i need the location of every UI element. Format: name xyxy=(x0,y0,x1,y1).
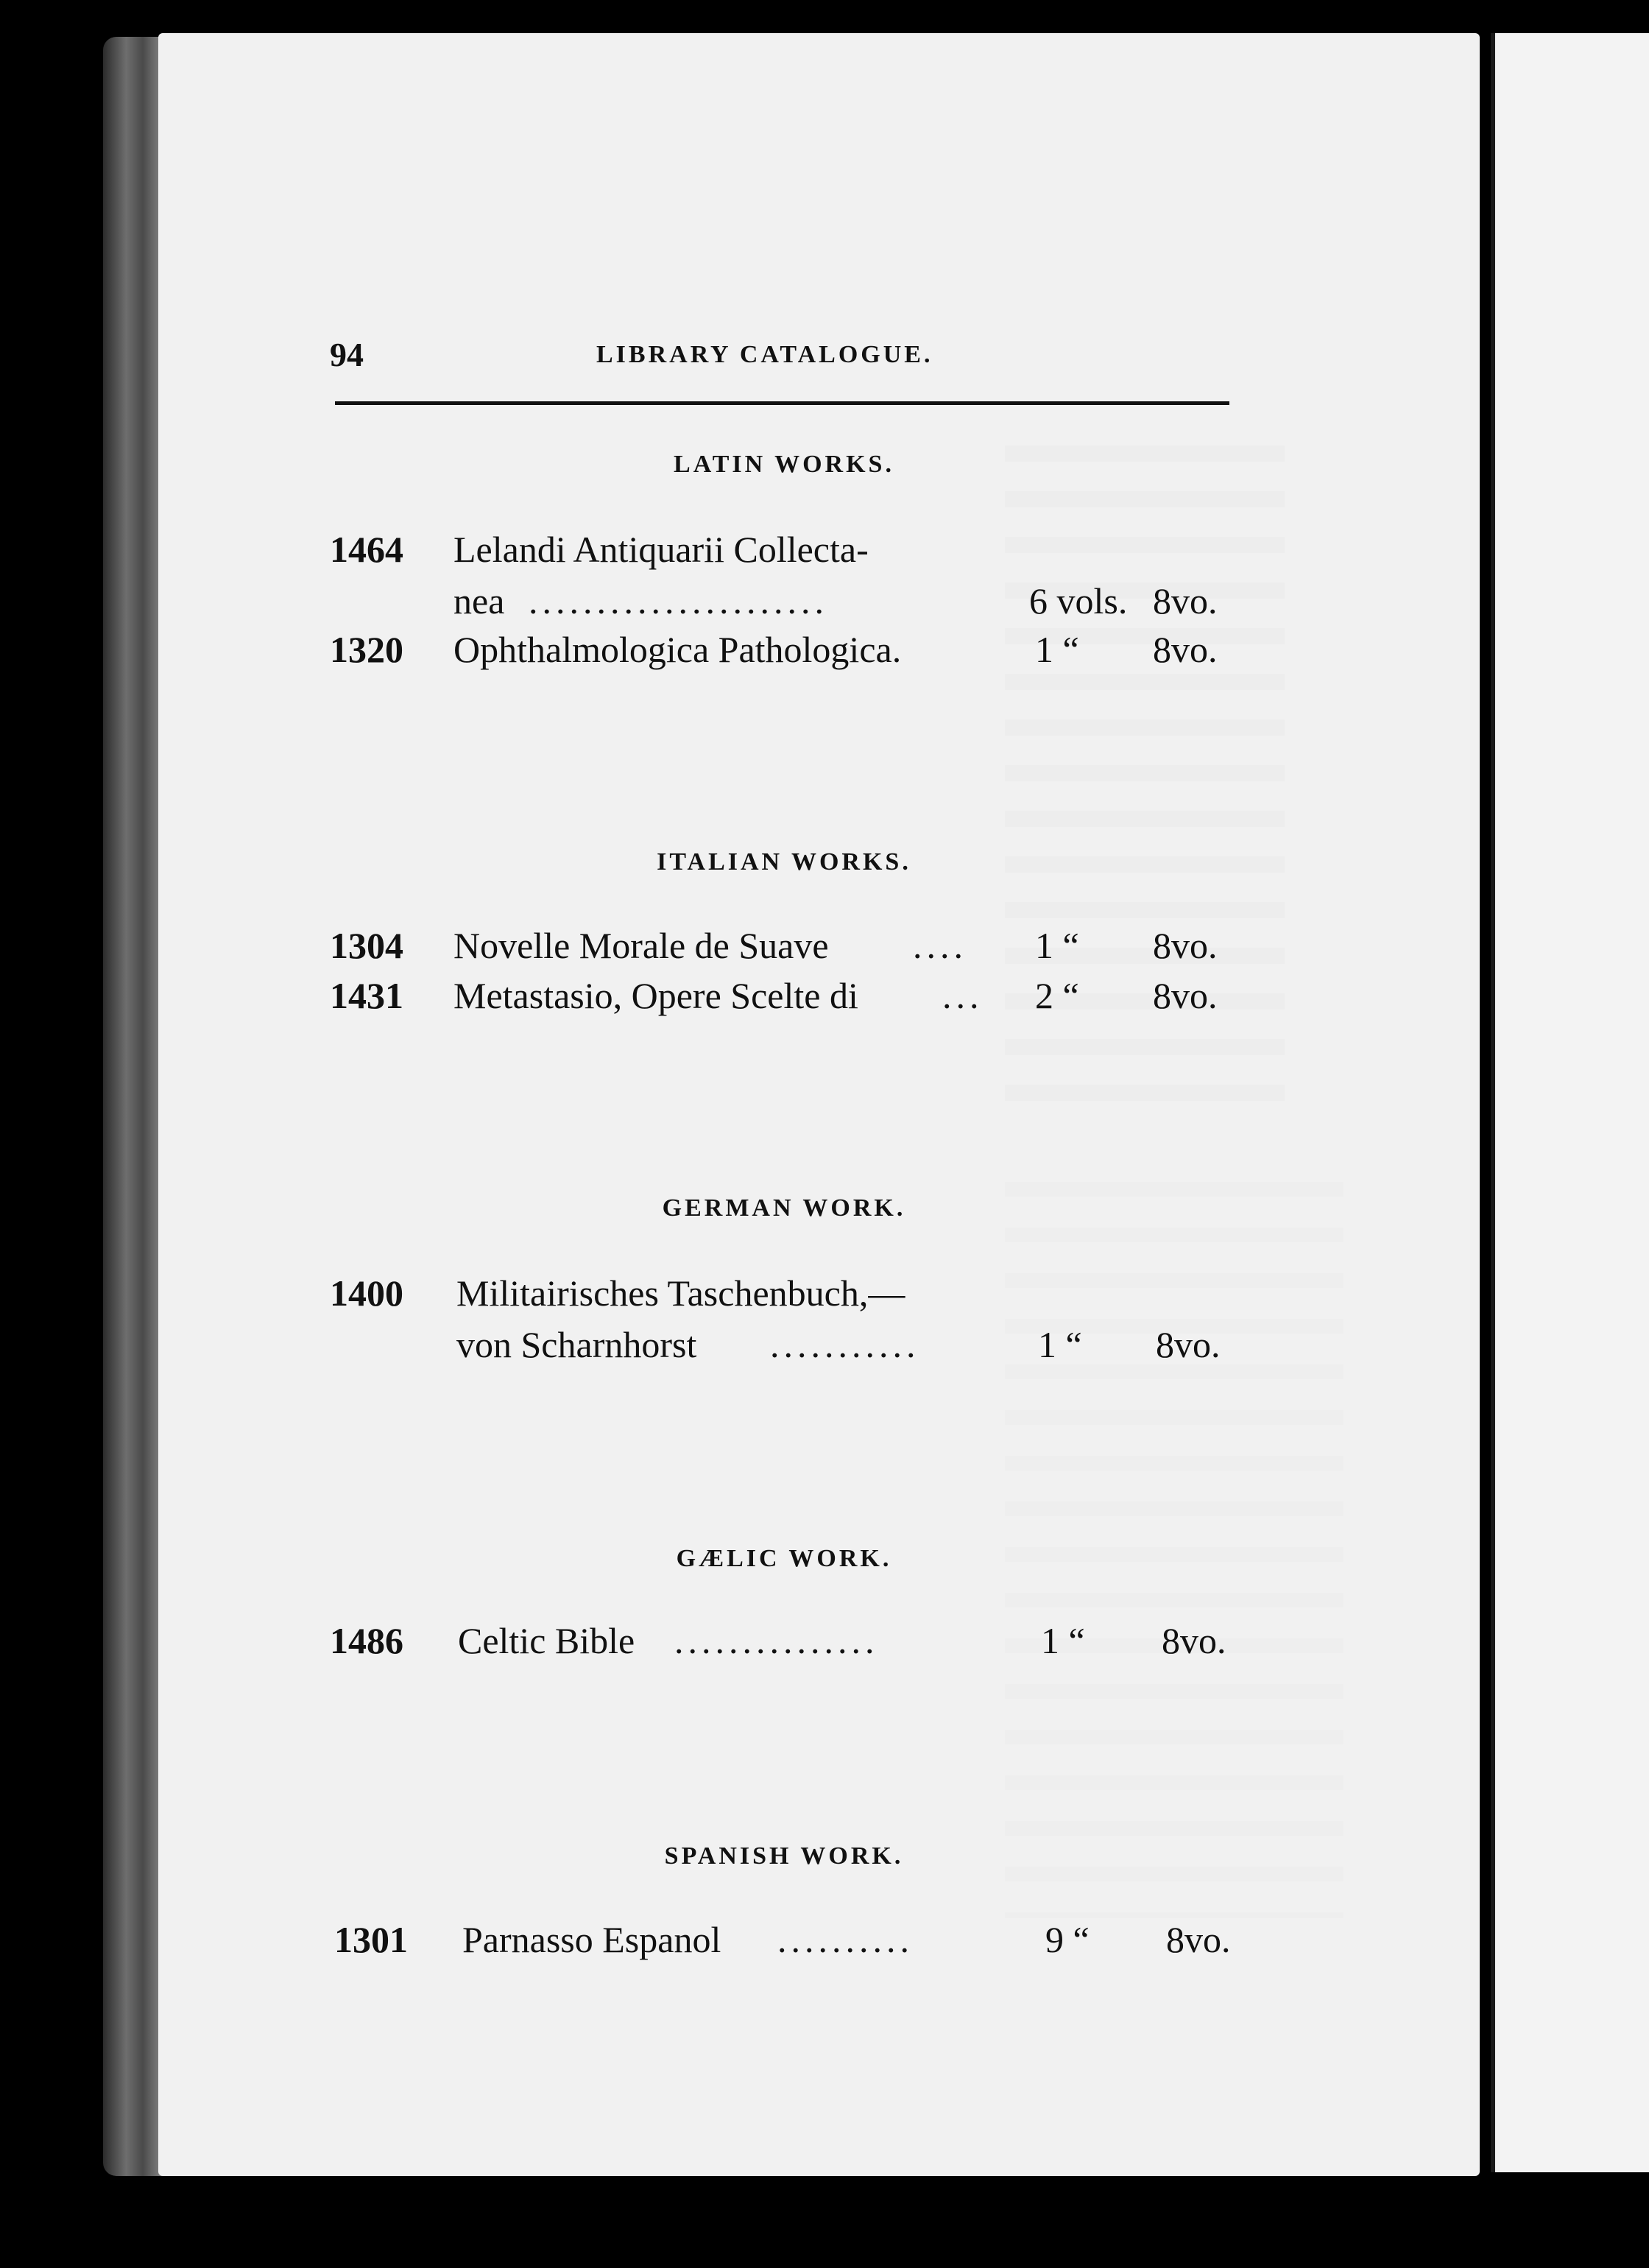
entry-volumes: 2 “ xyxy=(1035,975,1079,1016)
catalogue-entry-1301 xyxy=(330,1915,1243,1966)
entry-size: 8vo. xyxy=(1156,1324,1221,1365)
entry-title: Ophthalmologica Pathologica. xyxy=(453,629,902,670)
entry-volumes: 1 “ xyxy=(1035,925,1079,966)
entry-title: Lelandi Antiquarii Collecta- xyxy=(453,529,869,570)
entry-title: Novelle Morale de Suave xyxy=(453,925,829,966)
entry-size: 8vo. xyxy=(1162,1620,1226,1661)
entry-volumes: 1 “ xyxy=(1035,629,1079,670)
catalogue-entry-1400 xyxy=(330,1268,1243,1371)
entry-leader-dots: ............... xyxy=(674,1620,879,1661)
entry-size: 8vo. xyxy=(1166,1919,1231,1960)
entry-number: 1486 xyxy=(330,1620,403,1661)
section-heading-italian: ITALIAN WORKS. xyxy=(657,848,911,876)
section-heading-latin: LATIN WORKS. xyxy=(674,451,894,478)
entry-volumes: 9 “ xyxy=(1045,1919,1090,1960)
entry-number: 1304 xyxy=(330,925,403,966)
entry-leader-dots: ........... xyxy=(770,1324,920,1365)
entry-size: 8vo. xyxy=(1153,629,1218,670)
catalogue-entry-1320 xyxy=(330,624,1243,676)
entry-title: Militairisches Taschenbuch,— xyxy=(456,1272,905,1314)
entry-number: 1320 xyxy=(330,629,403,670)
catalogue-entry-1464 xyxy=(330,524,1243,627)
entry-leader-dots: .... xyxy=(913,925,967,966)
section-heading-german: GERMAN WORK. xyxy=(662,1194,906,1222)
entry-size: 8vo. xyxy=(1153,580,1218,621)
entry-volumes: 1 “ xyxy=(1041,1620,1085,1661)
catalogue-entry-1486 xyxy=(330,1616,1243,1667)
entry-leader-dots: ...................... xyxy=(529,580,828,621)
entry-title: Celtic Bible xyxy=(458,1620,635,1661)
running-title: LIBRARY CATALOGUE. xyxy=(596,341,933,368)
entry-title-continuation: von Scharnhorst xyxy=(456,1324,697,1365)
page-header xyxy=(330,335,1232,379)
entry-volumes: 1 “ xyxy=(1038,1324,1082,1365)
entry-title-continuation: nea xyxy=(453,580,505,621)
entry-title: Metastasio, Opere Scelte di xyxy=(453,975,858,1016)
entry-leader-dots: .......... xyxy=(777,1919,914,1960)
section-heading-spanish: SPANISH WORK. xyxy=(664,1842,904,1870)
entry-leader-dots: ... xyxy=(942,975,984,1016)
catalogue-entry-1304 xyxy=(330,920,1243,972)
catalogue-entry-1431 xyxy=(330,971,1243,1022)
section-heading-gaelic: GÆLIC WORK. xyxy=(676,1545,892,1572)
entry-number: 1301 xyxy=(334,1919,408,1960)
entry-title: Parnasso Espanol xyxy=(462,1919,721,1960)
header-rule xyxy=(335,401,1229,405)
entry-number: 1431 xyxy=(330,975,403,1016)
entry-number: 1400 xyxy=(330,1272,403,1314)
entry-number: 1464 xyxy=(330,529,403,570)
page-number: 94 xyxy=(330,336,364,373)
entry-size: 8vo. xyxy=(1153,925,1218,966)
entry-volumes: 6 vols. xyxy=(1029,580,1128,621)
entry-size: 8vo. xyxy=(1153,975,1218,1016)
facing-page-edge xyxy=(1491,33,1649,2172)
